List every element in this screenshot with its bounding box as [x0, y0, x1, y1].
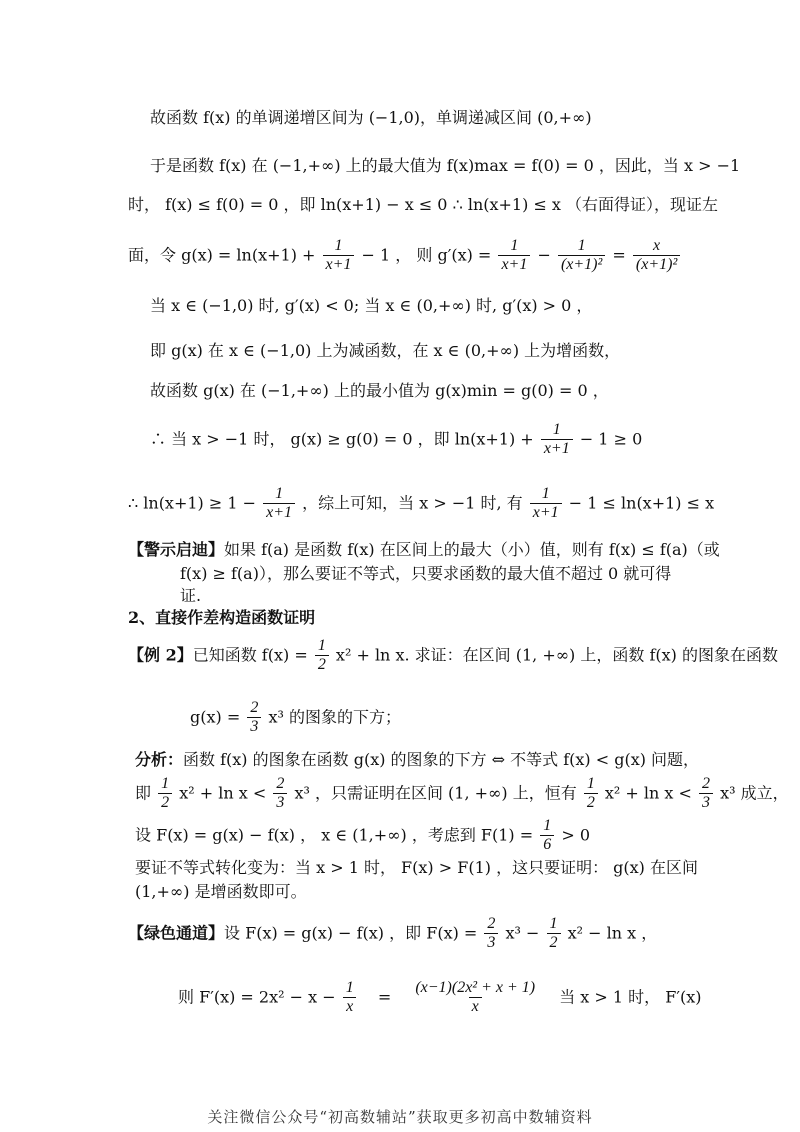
- analysis-line-1: 分析：函数 f(x) 的图象在函数 g(x) 的图象的下方 ⇔ 不等式 f(x) < g(x) 问题，: [135, 750, 700, 769]
- analysis-line-5: (1,+∞) 是增函数即可。: [135, 882, 307, 901]
- text-line-6: 即 g(x) 在 x ∈ (−1,0) 上为减函数，在 x ∈ (0,+∞) 上为增函数，: [150, 341, 621, 360]
- text-line-1: 故函数 f(x) 的单调递增区间为 (−1,0)，单调递减区间 (0,+∞): [150, 108, 592, 127]
- warning-line-3: 证.: [180, 586, 202, 605]
- warning-line-2: f(x) ≥ f(a)），那么要证不等式，只要求函数的最大值不超过 0 就可得: [180, 564, 672, 583]
- derivative-line: 则 F′(x) = 2x² − x − $\frac{1}{x}$ = $\frac{\text{(x−1)(2x² + x + 1)}}{x}$ 当 x > 1 时， F′(x): [178, 979, 702, 1015]
- green-channel-line: 【绿色通道】设 F(x) = g(x) − f(x) ，即 F(x) = $\frac{2}{3}$ x³ − $\frac{1}{2}$ x² − ln x ，: [128, 915, 658, 951]
- fraction: $\frac{2}{3}$: [247, 700, 261, 736]
- text-line-5: 当 x ∈ (−1,0) 时, g′(x) < 0; 当 x ∈ (0,+∞) 时, g′(x) > 0 ，: [150, 296, 593, 315]
- text-line-4: 面，令 g(x) = ln(x+1) + $\frac{1}{x+1}$ − 1 ， 则 g′(x) = $\frac{1}{x+1}$ − $\frac{1}{\text{(x+1)²}}$ = $\frac{x}{\text{(x+1)²}}$: [128, 238, 682, 274]
- fraction: $\frac{1}{2}$: [584, 776, 598, 812]
- example-line-1: 【例 2】已知函数 f(x) = $\frac{1}{2}$ x² + ln x. 求证：在区间 (1, +∞) 上，函数 f(x) 的图象在函数: [128, 637, 778, 673]
- analysis-line-2: 即 $\frac{1}{2}$ x² + ln x < $\frac{2}{3}$ x³ ，只需证明在区间 (1, +∞) 上，恒有 $\frac{1}{2}$ x² + ln x < $\frac{2}{3}$ x³ 成立，: [135, 775, 789, 811]
- text-line-8: ∴ 当 x > −1 时， g(x) ≥ g(0) = 0 ，即 ln(x+1) + $\frac{1}{x+1}$ − 1 ≥ 0: [150, 421, 643, 457]
- example-tag: 【例 2】: [128, 645, 193, 665]
- fraction: $\frac{\text{(x−1)(2x² + x + 1)}}{x}$: [415, 979, 536, 1015]
- fraction: $\frac{1}{2}$: [315, 638, 329, 674]
- fraction: $\frac{1}{x+1}$: [541, 422, 573, 458]
- analysis-tag: 分析：: [135, 750, 184, 769]
- fraction: $\frac{1}{x+1}$: [498, 238, 530, 274]
- fraction: $\frac{1}{x}$: [343, 980, 357, 1016]
- green-channel-tag: 【绿色通道】: [128, 923, 225, 943]
- text-line-9: ∴ ln(x+1) ≥ 1 − $\frac{1}{x+1}$ ，综上可知，当 x > −1 时, 有 $\frac{1}{x+1}$ − 1 ≤ ln(x+1) ≤ x: [128, 485, 715, 521]
- analysis-line-3: 设 F(x) = g(x) − f(x) ， x ∈ (1,+∞) ，考虑到 F(1) = $\frac{1}{6}$ > 0: [135, 817, 591, 853]
- fraction: $\frac{1}{x+1}$: [323, 238, 355, 274]
- fraction: $\frac{1}{2}$: [158, 776, 172, 812]
- warning-tag: 【警示启迪】: [128, 540, 225, 559]
- fraction: $\frac{1}{\text{(x+1)²}}$: [558, 238, 605, 274]
- fraction: $\frac{x}{\text{(x+1)²}}$: [633, 238, 680, 274]
- fraction: $\frac{2}{3}$: [273, 776, 287, 812]
- footer-watermark: 关注微信公众号“初高数辅站”获取更多初高中数辅资料: [207, 1108, 593, 1126]
- fraction: $\frac{1}{x+1}$: [263, 486, 295, 522]
- fraction: $\frac{1}{6}$: [540, 818, 554, 854]
- fraction: $\frac{1}{x+1}$: [530, 486, 562, 522]
- fraction: $\frac{1}{2}$: [547, 916, 561, 952]
- section-title: 2、直接作差构造函数证明: [128, 608, 316, 627]
- fraction: $\frac{2}{3}$: [699, 776, 713, 812]
- analysis-line-4: 要证不等式转化变为：当 x > 1 时， F(x) > F(1) ，这只要证明： g(x) 在区间: [135, 858, 699, 877]
- warning-line-1: 【警示启迪】如果 f(a) 是函数 f(x) 在区间上的最大（小）值，则有 f(x) ≤ f(a)（或: [128, 540, 720, 559]
- text-line-2: 于是函数 f(x) 在 (−1,+∞) 上的最大值为 f(x)max = f(0) = 0 ，因此，当 x > −1: [150, 156, 741, 175]
- text-line-7: 故函数 g(x) 在 (−1,+∞) 上的最小值为 g(x)min = g(0) = 0 ，: [150, 381, 609, 400]
- fraction: $\frac{2}{3}$: [484, 916, 498, 952]
- example-line-2: g(x) = $\frac{2}{3}$ x³ 的图象的下方；: [190, 699, 401, 735]
- text-line-3: 时， f(x) ≤ f(0) = 0 ，即 ln(x+1) − x ≤ 0 ∴ ln(x+1) ≤ x （右面得证），现证左: [128, 195, 719, 214]
